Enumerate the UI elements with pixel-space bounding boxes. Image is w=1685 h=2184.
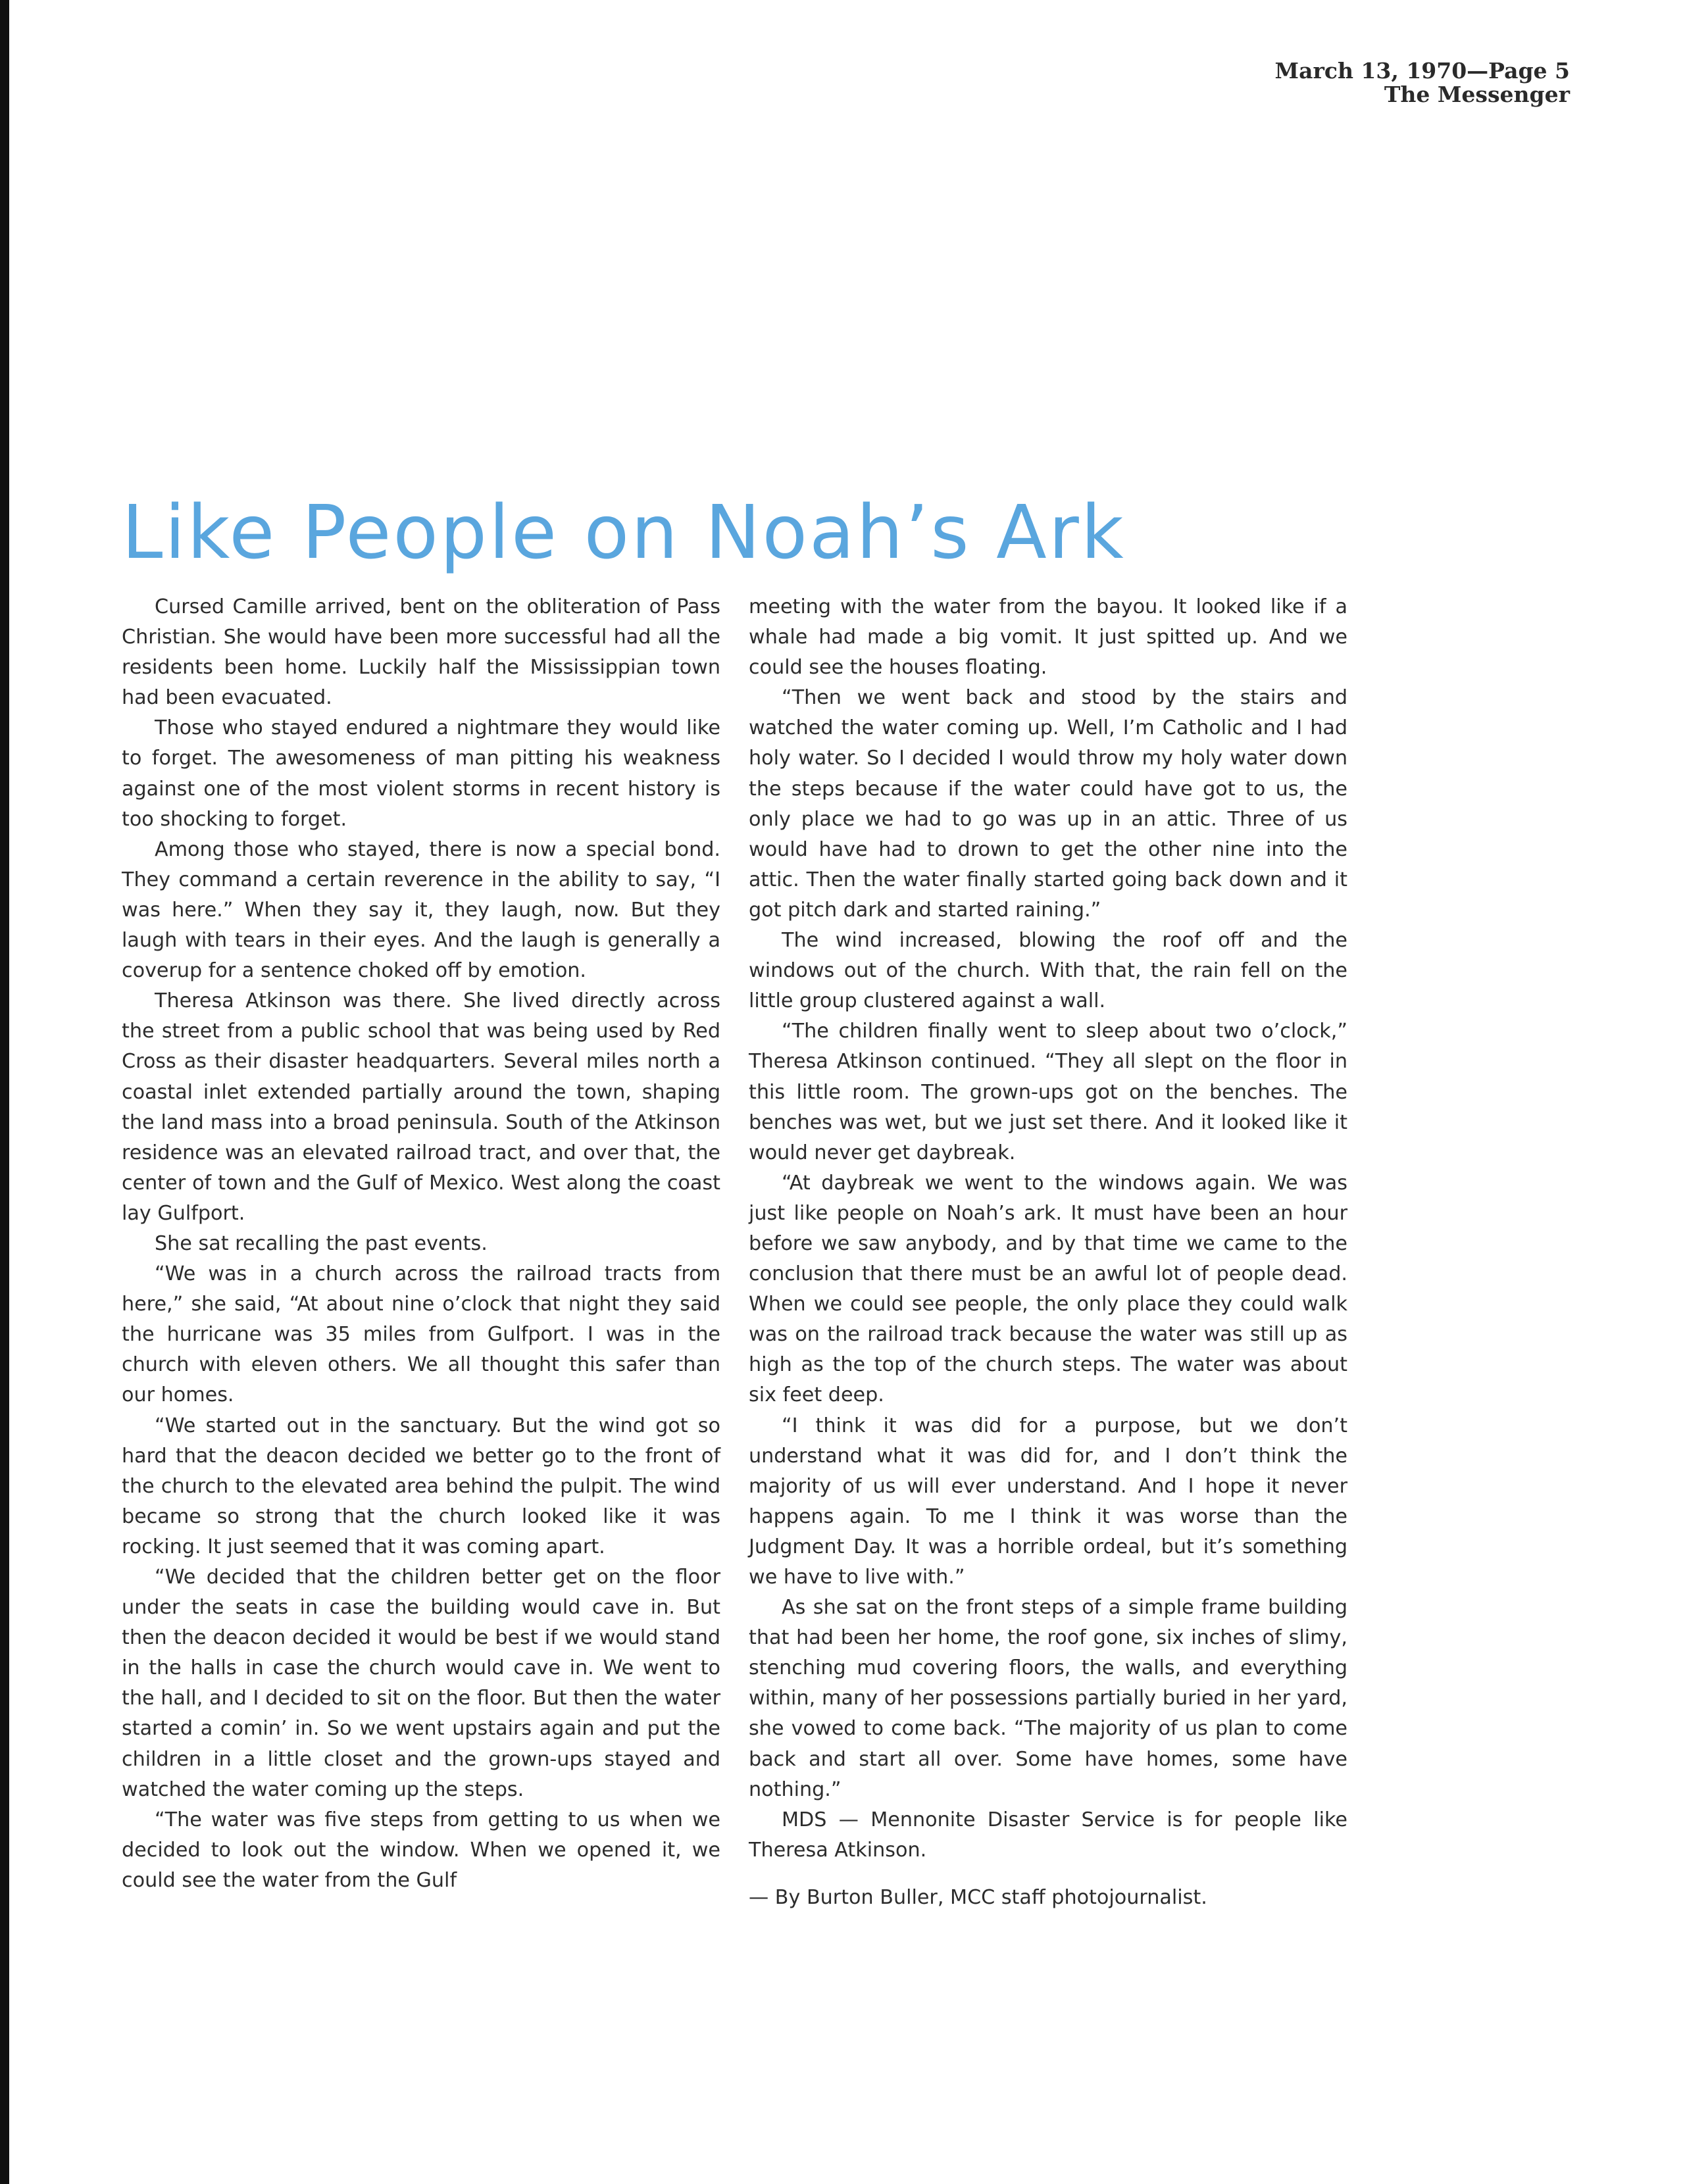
paragraph: “The water was five steps from getting to us when we decided to look out the window. When we opened it, we could see the water from the Gulf bbox=[122, 1808, 720, 1892]
header-publication: The Messenger bbox=[1384, 82, 1570, 107]
paragraph: Those who stayed endured a nightmare they would like to forget. The awesomeness of man pitting his weakness against one of the most violent storms in recent history is too shocking to forget. bbox=[122, 716, 720, 831]
page-header bbox=[1275, 59, 1570, 107]
scan-edge bbox=[0, 0, 9, 2184]
paragraph: “We was in a church across the railroad tracts from here,” she said, “At about nine o’clock that night they said the hurricane was 35 miles from Gulfport. I was in the church with eleven others. We all thought this safer than our homes. bbox=[122, 1262, 720, 1407]
paragraph: MDS — Mennonite Disaster Service is for people like Theresa Atkinson. bbox=[749, 1808, 1347, 1862]
paragraph: “We decided that the children better get on the floor under the seats in case the building would cave in. But then the deacon decided it would be best if we would stand in the halls in case the church would cave in. We went to the hall, and I decided to sit on the floor. But then the water started a comin’ in. So we went upstairs again and put the children in a little closet and the grown-ups stayed and watched the water coming up the steps. bbox=[122, 1566, 720, 1801]
paragraph: Theresa Atkinson was there. She lived directly across the street from a public school that was being used by Red Cross as their disaster headquarters. Several miles north a coastal inlet extended partially around the town, shaping the land mass into a broad peninsula. South of the Atkinson residence was an elevated railroad tract, and over that, the center of town and the Gulf of Mexico. West along the coast lay Gulfport. bbox=[122, 989, 720, 1225]
paragraph: She sat recalling the past events. bbox=[155, 1231, 488, 1255]
paragraph: meeting with the water from the bayou. It looked like if a whale had made a big vomit. It just spitted up. And we could see the houses floating. bbox=[749, 595, 1347, 680]
byline: — By Burton Buller, MCC staff photojournalist. bbox=[749, 1885, 1207, 1909]
paragraph: “At daybreak we went to the windows again. We was just like people on Noah’s ark. It must have been an hour before we saw anybody, and by that time we came to the conclusion that there must be an awful lot of people dead. When we could see people, the only place they could walk was on the railroad track because the water was still up as high as the top of the church steps. The water was about six feet deep. bbox=[749, 1171, 1347, 1407]
paragraph: “Then we went back and stood by the stairs and watched the water coming up. Well, I’m Catholic and I had holy water. So I decided I would throw my holy water down the steps because if the water could have got to us, the only place we had to go was up in an attic. Three of us would have had to drown to get the other nine into the attic. Then the water finally started going back down and it got pitch dark and started raining.” bbox=[749, 686, 1347, 922]
paragraph: Among those who stayed, there is now a special bond. They command a certain reverence in the ability to say, “I was here.” When they say it, they laugh, now. But they laugh with tears in their eyes. And the laugh is generally a coverup for a sentence choked off by emotion. bbox=[122, 837, 720, 983]
paragraph: “The children finally went to sleep about two o’clock,” Theresa Atkinson continued. “They all slept on the floor in this little room. The grown-ups got on the benches. The benches was wet, but we just set there. And it looked like it would never get daybreak. bbox=[749, 1020, 1347, 1164]
article-left-column bbox=[122, 592, 720, 1896]
header-date-page: March 13, 1970—Page 5 bbox=[1274, 58, 1570, 84]
paragraph: “We started out in the sanctuary. But the wind got so hard that the deacon decided we better go to the front of the church to the elevated area behind the pulpit. The wind became so strong that the church looked like it was rocking. It just seemed that it was coming apart. bbox=[122, 1414, 720, 1558]
paragraph: “I think it was did for a purpose, but we don’t understand what it was did for, and I don’t think the majority of us will ever understand. And I hope it never happens again. To me I think it was worse than the Judgment Day. It was a horrible ordeal, but it’s something we have to live with.” bbox=[749, 1414, 1347, 1589]
paragraph: As she sat on the front steps of a simple frame building that had been her home, the roof gone, six inches of slimy, stenching mud covering floors, the walls, and everything within, many of her possessions partially buried in her yard, she vowed to come back. “The majority of us plan to come back and start all over. Some have homes, some have nothing.” bbox=[749, 1596, 1347, 1801]
paragraph: Cursed Camille arrived, bent on the obliteration of Pass Christian. She would have been more successful had all the residents been home. Luckily half the Mississippian town had been evacuated. bbox=[122, 595, 720, 710]
paragraph: The wind increased, blowing the roof off and the windows out of the church. With that, the rain fell on the little group clustered against a wall. bbox=[749, 929, 1347, 1013]
article-right-column bbox=[749, 592, 1347, 1913]
article-title: Like People on Noah’s Ark bbox=[122, 490, 1126, 576]
